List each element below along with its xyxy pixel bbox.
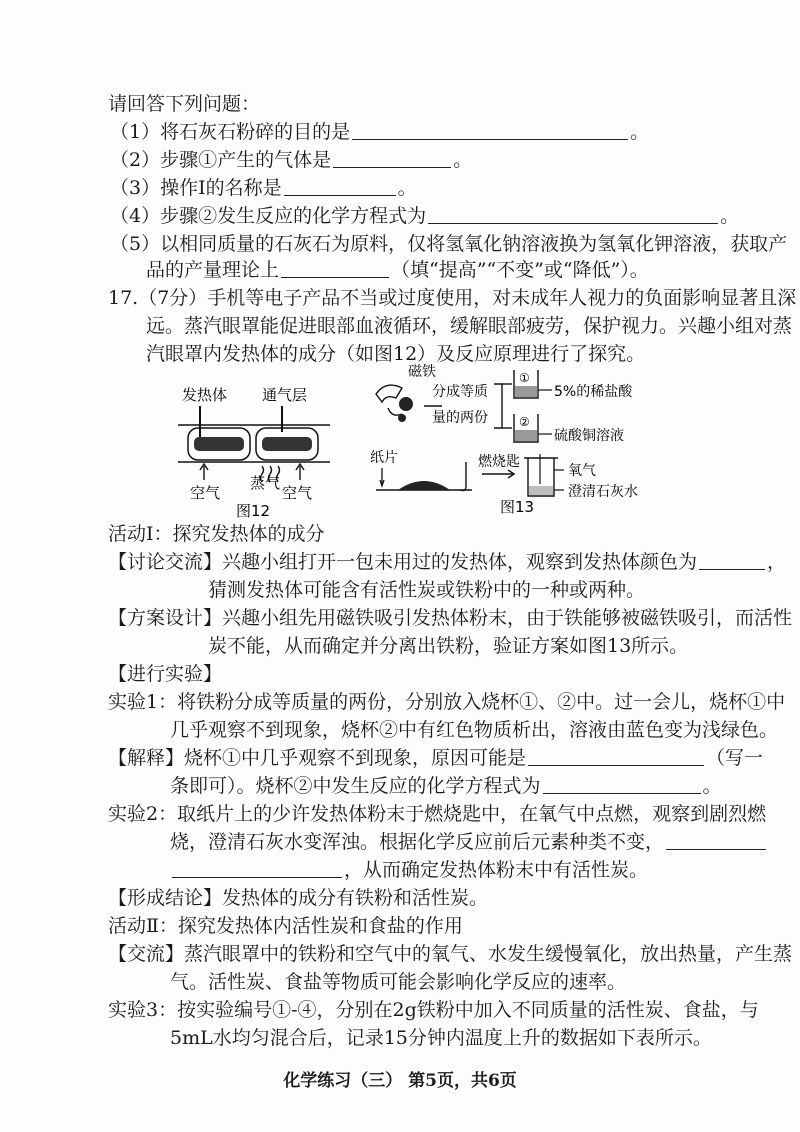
discuss-line1: 【讨论交流】兴趣小组打开一包未用过的发热体，观察到发热体颜色为 ，: [108, 551, 787, 573]
fig13-beaker-2-label: ②: [519, 415, 530, 429]
conclusion: 【形成结论】发热体的成分有铁粉和活性炭。: [108, 887, 489, 909]
answer-blank-2[interactable]: [333, 149, 451, 168]
exp1-line1: 实验1：将铁粉分成等质量的两份，分别放入烧杯①、②中。过一会儿，烧杯①中: [108, 691, 786, 713]
answer-blank-5[interactable]: [281, 259, 389, 278]
answer-blank-3[interactable]: [284, 177, 396, 196]
page-footer: 化学练习（三） 第5页，共6页: [283, 1071, 517, 1091]
fig13-split-label-1: 分成等质: [432, 384, 488, 400]
question-5-line1: （5）以相同质量的石灰石为原料，仅将氢氧化钠溶液换为氢氧化钾溶液，获取产: [110, 233, 788, 255]
question-3: （3）操作Ⅰ的名称是 。: [110, 177, 417, 199]
fig13-o2-label: 氧气: [568, 463, 596, 479]
question-5-line2: 品的产量理论上 （填“提高”“不变”或“降低”）。: [146, 259, 649, 281]
question-4: （4）步骤②发生反应的化学方程式为 。: [110, 205, 740, 227]
answer-blank-1[interactable]: [352, 121, 628, 140]
answer-blank-evidence-1[interactable]: [666, 831, 766, 850]
question-2: （2）步骤①产生的气体是 。: [110, 149, 473, 171]
conduct-heading: 【进行实验】: [108, 663, 223, 685]
exp3-line1: 实验3：按实验编号①-④，分别在2g铁粉中加入不同质量的活性炭、食盐，与: [108, 999, 759, 1021]
exchange-line2: 气。活性炭、食盐等物质可能会影响化学反应的速率。: [170, 971, 627, 993]
question-1: （1）将石灰石粉碎的目的是 。: [110, 121, 650, 143]
fig13-hcl-label: 5%的稀盐酸: [554, 384, 633, 400]
fig13-limewater-label: 澄清石灰水: [568, 484, 638, 500]
fig12-air-right-label: 空气: [282, 484, 313, 502]
activity-2-title: 活动Ⅱ：探究发热体内活性炭和食盐的作用: [108, 915, 463, 937]
exchange-line1: 【交流】蒸汽眼罩中的铁粉和空气中的氧气、水发生缓慢氧化，放出热量，产生蒸: [108, 943, 793, 965]
fig13-magnet-label: 磁铁: [408, 364, 436, 380]
fig12-heater-label: 发热体: [182, 386, 228, 404]
fig13-spoon-label: 燃烧匙: [478, 454, 520, 470]
fig12-caption: 图12: [236, 502, 271, 520]
exp2-line1: 实验2：取纸片上的少许发热体粉末于燃烧匙中，在氧气中点燃，观察到剧烈燃: [108, 803, 767, 825]
answer-blank-evidence-2[interactable]: [172, 859, 342, 878]
figure-13: [362, 362, 702, 514]
design-line2: 炭不能，从而确定并分离出铁粉，验证方案如图13所示。: [208, 635, 689, 657]
fig12-steam-label: 蒸气: [250, 474, 281, 492]
exp2-line2: 烧，澄清石灰水变浑浊。根据化学反应前后元素种类不变，: [170, 830, 768, 854]
question-17-line1: 17.（7分）手机等电子产品不当或过度使用，对未成年人视力的负面影响显著且深: [108, 287, 797, 309]
question-17-line2: 远。蒸汽眼罩能促进眼部血液循环，缓解眼部疲劳，保护视力。兴趣小组对蒸: [146, 315, 793, 337]
fig13-paper-label: 纸片: [370, 450, 398, 466]
answer-blank-color[interactable]: [699, 551, 765, 570]
answer-blank-4[interactable]: [428, 205, 718, 224]
answer-blank-equation[interactable]: [543, 775, 701, 794]
fig13-caption: 图13: [500, 498, 535, 514]
intro-text: 请回答下列问题：: [108, 93, 261, 115]
fig12-vent-label: 通气层: [262, 386, 308, 404]
question-17-line3: 汽眼罩内发热体的成分（如图12）及反应原理进行了探究。: [146, 343, 646, 365]
figure-12: [170, 380, 340, 520]
fig12-air-left-label: 空气: [190, 484, 221, 502]
exp1-line2: 几乎观察不到现象，烧杯②中有红色物质析出，溶液由蓝色变为浅绿色。: [170, 719, 779, 741]
explain-line1: 【解释】烧杯①中几乎观察不到现象，原因可能是 （写一: [108, 747, 764, 769]
fig13-cuso4-label: 硫酸铜溶液: [554, 428, 624, 444]
fig13-beaker-1-label: ①: [519, 371, 530, 385]
design-line1: 【方案设计】兴趣小组先用磁铁吸引发热体粉末，由于铁能够被磁铁吸引，而活性: [108, 607, 793, 629]
fig13-split-label-2: 量的两份: [432, 410, 488, 426]
exp2-line3: ，从而确定发热体粉末中有活性炭。: [170, 858, 648, 882]
explain-line2: 条即可）。烧杯②中发生反应的化学方程式为 。: [170, 775, 722, 797]
activity-1-title: 活动Ⅰ：探究发热体的成分: [108, 523, 325, 545]
exp3-line2: 5mL水均匀混合后，记录15分钟内温度上升的数据如下表所示。: [170, 1027, 712, 1049]
answer-blank-reason[interactable]: [528, 747, 704, 766]
discuss-line2: 猜测发热体可能含有活性炭或铁粉中的一种或两种。: [208, 579, 646, 601]
